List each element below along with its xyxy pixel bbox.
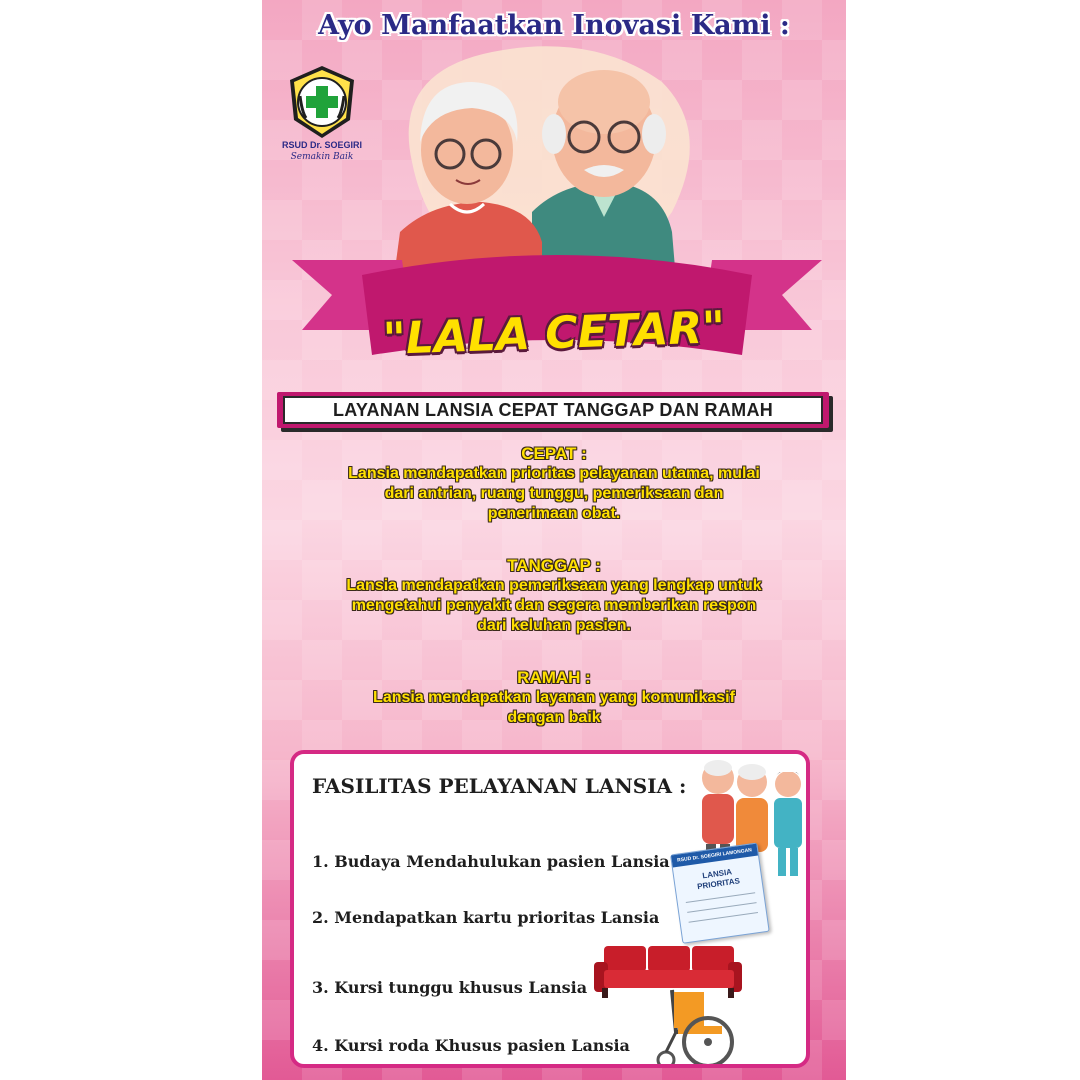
section-cepat [262, 444, 846, 524]
section-heading: RAMAH : [517, 668, 591, 687]
facility-item: 1. Budaya Mendahulukan pasien Lansia [312, 852, 670, 871]
logo-tagline: Semakin Baik [290, 152, 354, 162]
wheelchair-icon [652, 982, 744, 1068]
section-tanggap [262, 556, 846, 636]
section-line: dari keluhan pasien. [477, 617, 631, 634]
subtitle-text: LAYANAN LANSIA CEPAT TANGGAP DAN RAMAH [332, 399, 774, 420]
facility-item: 2. Mendapatkan kartu prioritas Lansia [312, 908, 660, 927]
priority-card-icon [670, 842, 772, 946]
section-line: Lansia mendapatkan layanan yang komunikasif [373, 689, 735, 706]
section-line: penerimaan obat. [487, 505, 621, 522]
priority-card-line [686, 892, 755, 903]
hospital-logo [276, 62, 368, 172]
section-line: mengetahui penyakit dan segera memberikan respon [351, 597, 757, 614]
section-heading: CEPAT : [521, 444, 587, 463]
priority-card-title: LANSIA PRIORITAS [696, 867, 741, 892]
priority-card-line [689, 912, 758, 923]
hospital-emblem-icon [276, 62, 368, 142]
facility-item: 4. Kursi roda Khusus pasien Lansia [312, 1036, 630, 1055]
priority-card [670, 842, 770, 943]
facilities-title: FASILITAS PELAYANAN LANSIA : [312, 774, 687, 798]
facility-item: 3. Kursi tunggu khusus Lansia [312, 978, 588, 997]
section-heading: TANGGAP : [507, 556, 601, 575]
section-line: dengan baik [507, 709, 601, 726]
poster [262, 0, 846, 1080]
subtitle-banner [277, 392, 829, 428]
program-title: "LALA CETAR" [382, 302, 726, 365]
section-line: dari antrian, ruang tunggu, pemeriksaan dan [384, 485, 724, 502]
priority-card-line [687, 902, 756, 913]
section-line: Lansia mendapatkan prioritas pelayanan utama, mulai [348, 465, 760, 482]
section-ramah [262, 668, 846, 728]
section-line: Lansia mendapatkan pemeriksaan yang lengkap untuk [346, 577, 762, 594]
logo-name: RSUD Dr. SOEGIRI [281, 140, 362, 150]
headline: Ayo Manfaatkan Inovasi Kami : [318, 10, 790, 41]
facilities-box [290, 750, 810, 1068]
subtitle-box [283, 396, 823, 424]
priority-card-header: RSUD Dr. SOEGIRI LAMONGAN [671, 844, 758, 868]
